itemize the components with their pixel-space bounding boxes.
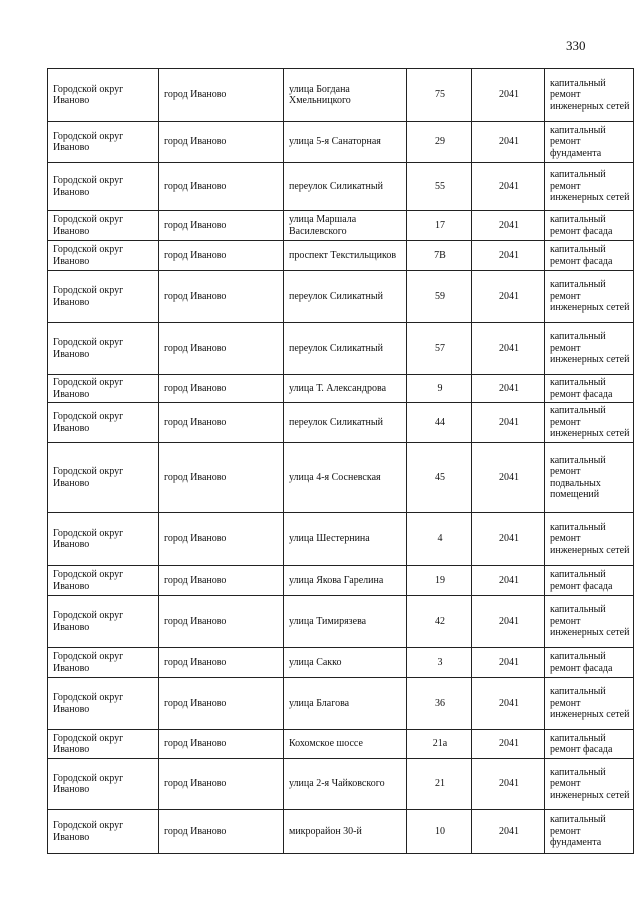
cell-okrug: Городской округ Иваново: [48, 323, 159, 375]
cell-city: город Иваново: [159, 403, 284, 443]
cell-year: 2041: [472, 122, 545, 163]
cell-city: город Иваново: [159, 163, 284, 211]
cell-okrug: Городской округ Иваново: [48, 759, 159, 810]
cell-house-number: 59: [407, 271, 472, 323]
cell-year: 2041: [472, 271, 545, 323]
cell-city: город Иваново: [159, 271, 284, 323]
cell-work-type: капитальный ремонт фасада: [545, 211, 634, 241]
cell-street: переулок Силикатный: [284, 163, 407, 211]
cell-street: переулок Силикатный: [284, 323, 407, 375]
cell-house-number: 75: [407, 69, 472, 122]
table-row: [48, 730, 634, 759]
cell-house-number: 3: [407, 648, 472, 678]
cell-okrug: Городской округ Иваново: [48, 810, 159, 854]
cell-work-type: капитальный ремонт инженерных сетей: [545, 163, 634, 211]
cell-street: улица Якова Гарелина: [284, 566, 407, 596]
cell-house-number: 29: [407, 122, 472, 163]
cell-house-number: 7В: [407, 241, 472, 271]
page-number: 330: [566, 38, 586, 53]
cell-work-type: капитальный ремонт инженерных сетей: [545, 403, 634, 443]
cell-year: 2041: [472, 241, 545, 271]
cell-work-type: капитальный ремонт инженерных сетей: [545, 513, 634, 566]
cell-work-type: капитальный ремонт фасада: [545, 241, 634, 271]
cell-year: 2041: [472, 566, 545, 596]
cell-house-number: 36: [407, 678, 472, 730]
cell-okrug: Городской округ Иваново: [48, 443, 159, 513]
cell-house-number: 19: [407, 566, 472, 596]
cell-year: 2041: [472, 759, 545, 810]
cell-year: 2041: [472, 163, 545, 211]
cell-house-number: 10: [407, 810, 472, 854]
cell-work-type: капитальный ремонт фасада: [545, 648, 634, 678]
cell-year: 2041: [472, 810, 545, 854]
table-row: [48, 323, 634, 375]
cell-okrug: Городской округ Иваново: [48, 271, 159, 323]
cell-okrug: Городской округ Иваново: [48, 513, 159, 566]
cell-city: город Иваново: [159, 375, 284, 403]
cell-city: город Иваново: [159, 566, 284, 596]
table-row: [48, 122, 634, 163]
table-row: [48, 513, 634, 566]
cell-work-type: капитальный ремонт инженерных сетей: [545, 596, 634, 648]
cell-city: город Иваново: [159, 648, 284, 678]
cell-city: город Иваново: [159, 443, 284, 513]
cell-year: 2041: [472, 375, 545, 403]
cell-year: 2041: [472, 403, 545, 443]
table-row: [48, 566, 634, 596]
table-row: [48, 69, 634, 122]
cell-okrug: Городской округ Иваново: [48, 241, 159, 271]
table-row: [48, 375, 634, 403]
cell-year: 2041: [472, 443, 545, 513]
cell-okrug: Городской округ Иваново: [48, 211, 159, 241]
cell-year: 2041: [472, 323, 545, 375]
cell-okrug: Городской округ Иваново: [48, 596, 159, 648]
cell-okrug: Городской округ Иваново: [48, 69, 159, 122]
table-row: [48, 648, 634, 678]
cell-okrug: Городской округ Иваново: [48, 730, 159, 759]
cell-city: город Иваново: [159, 730, 284, 759]
cell-city: город Иваново: [159, 323, 284, 375]
cell-city: город Иваново: [159, 513, 284, 566]
cell-street: улица Сакко: [284, 648, 407, 678]
cell-work-type: капитальный ремонт фундамента: [545, 810, 634, 854]
cell-street: улица Богдана Хмельницкого: [284, 69, 407, 122]
cell-house-number: 4: [407, 513, 472, 566]
cell-okrug: Городской округ Иваново: [48, 648, 159, 678]
cell-work-type: капитальный ремонт инженерных сетей: [545, 323, 634, 375]
cell-street: улица 5-я Санаторная: [284, 122, 407, 163]
cell-house-number: 21а: [407, 730, 472, 759]
cell-okrug: Городской округ Иваново: [48, 163, 159, 211]
cell-city: город Иваново: [159, 241, 284, 271]
cell-work-type: капитальный ремонт инженерных сетей: [545, 678, 634, 730]
table-row: [48, 163, 634, 211]
table-row: [48, 403, 634, 443]
cell-work-type: капитальный ремонт фасада: [545, 730, 634, 759]
cell-year: 2041: [472, 513, 545, 566]
cell-work-type: капитальный ремонт фундамента: [545, 122, 634, 163]
table-row: [48, 271, 634, 323]
cell-street: микрорайон 30-й: [284, 810, 407, 854]
table-row: [48, 241, 634, 271]
cell-house-number: 9: [407, 375, 472, 403]
cell-city: город Иваново: [159, 211, 284, 241]
cell-street: переулок Силикатный: [284, 271, 407, 323]
cell-house-number: 57: [407, 323, 472, 375]
cell-street: Кохомское шоссе: [284, 730, 407, 759]
cell-street: улица Благова: [284, 678, 407, 730]
cell-street: переулок Силикатный: [284, 403, 407, 443]
cell-year: 2041: [472, 596, 545, 648]
table-row: [48, 211, 634, 241]
cell-street: улица Тимирязева: [284, 596, 407, 648]
cell-street: улица 2-я Чайковского: [284, 759, 407, 810]
cell-house-number: 45: [407, 443, 472, 513]
cell-work-type: капитальный ремонт подвальных помещений: [545, 443, 634, 513]
cell-house-number: 44: [407, 403, 472, 443]
cell-okrug: Городской округ Иваново: [48, 678, 159, 730]
cell-work-type: капитальный ремонт инженерных сетей: [545, 69, 634, 122]
cell-year: 2041: [472, 648, 545, 678]
cell-year: 2041: [472, 678, 545, 730]
cell-street: улица 4-я Сосневская: [284, 443, 407, 513]
cell-street: проспект Текстильщиков: [284, 241, 407, 271]
table-row: [48, 759, 634, 810]
cell-house-number: 17: [407, 211, 472, 241]
cell-city: город Иваново: [159, 810, 284, 854]
cell-house-number: 21: [407, 759, 472, 810]
cell-street: улица Шестернина: [284, 513, 407, 566]
cell-year: 2041: [472, 69, 545, 122]
cell-okrug: Городской округ Иваново: [48, 403, 159, 443]
table-row: [48, 443, 634, 513]
cell-okrug: Городской округ Иваново: [48, 566, 159, 596]
registry-table: [47, 68, 634, 854]
registry-table-body: [48, 69, 634, 854]
cell-street: улица Т. Александрова: [284, 375, 407, 403]
cell-okrug: Городской округ Иваново: [48, 122, 159, 163]
cell-city: город Иваново: [159, 759, 284, 810]
cell-house-number: 42: [407, 596, 472, 648]
cell-street: улица Маршала Василевского: [284, 211, 407, 241]
cell-okrug: Городской округ Иваново: [48, 375, 159, 403]
cell-year: 2041: [472, 211, 545, 241]
cell-city: город Иваново: [159, 596, 284, 648]
cell-work-type: капитальный ремонт фасада: [545, 566, 634, 596]
cell-work-type: капитальный ремонт инженерных сетей: [545, 271, 634, 323]
table-row: [48, 596, 634, 648]
cell-work-type: капитальный ремонт фасада: [545, 375, 634, 403]
cell-city: город Иваново: [159, 678, 284, 730]
cell-work-type: капитальный ремонт инженерных сетей: [545, 759, 634, 810]
cell-house-number: 55: [407, 163, 472, 211]
cell-city: город Иваново: [159, 122, 284, 163]
cell-year: 2041: [472, 730, 545, 759]
cell-city: город Иваново: [159, 69, 284, 122]
table-row: [48, 678, 634, 730]
table-row: [48, 810, 634, 854]
